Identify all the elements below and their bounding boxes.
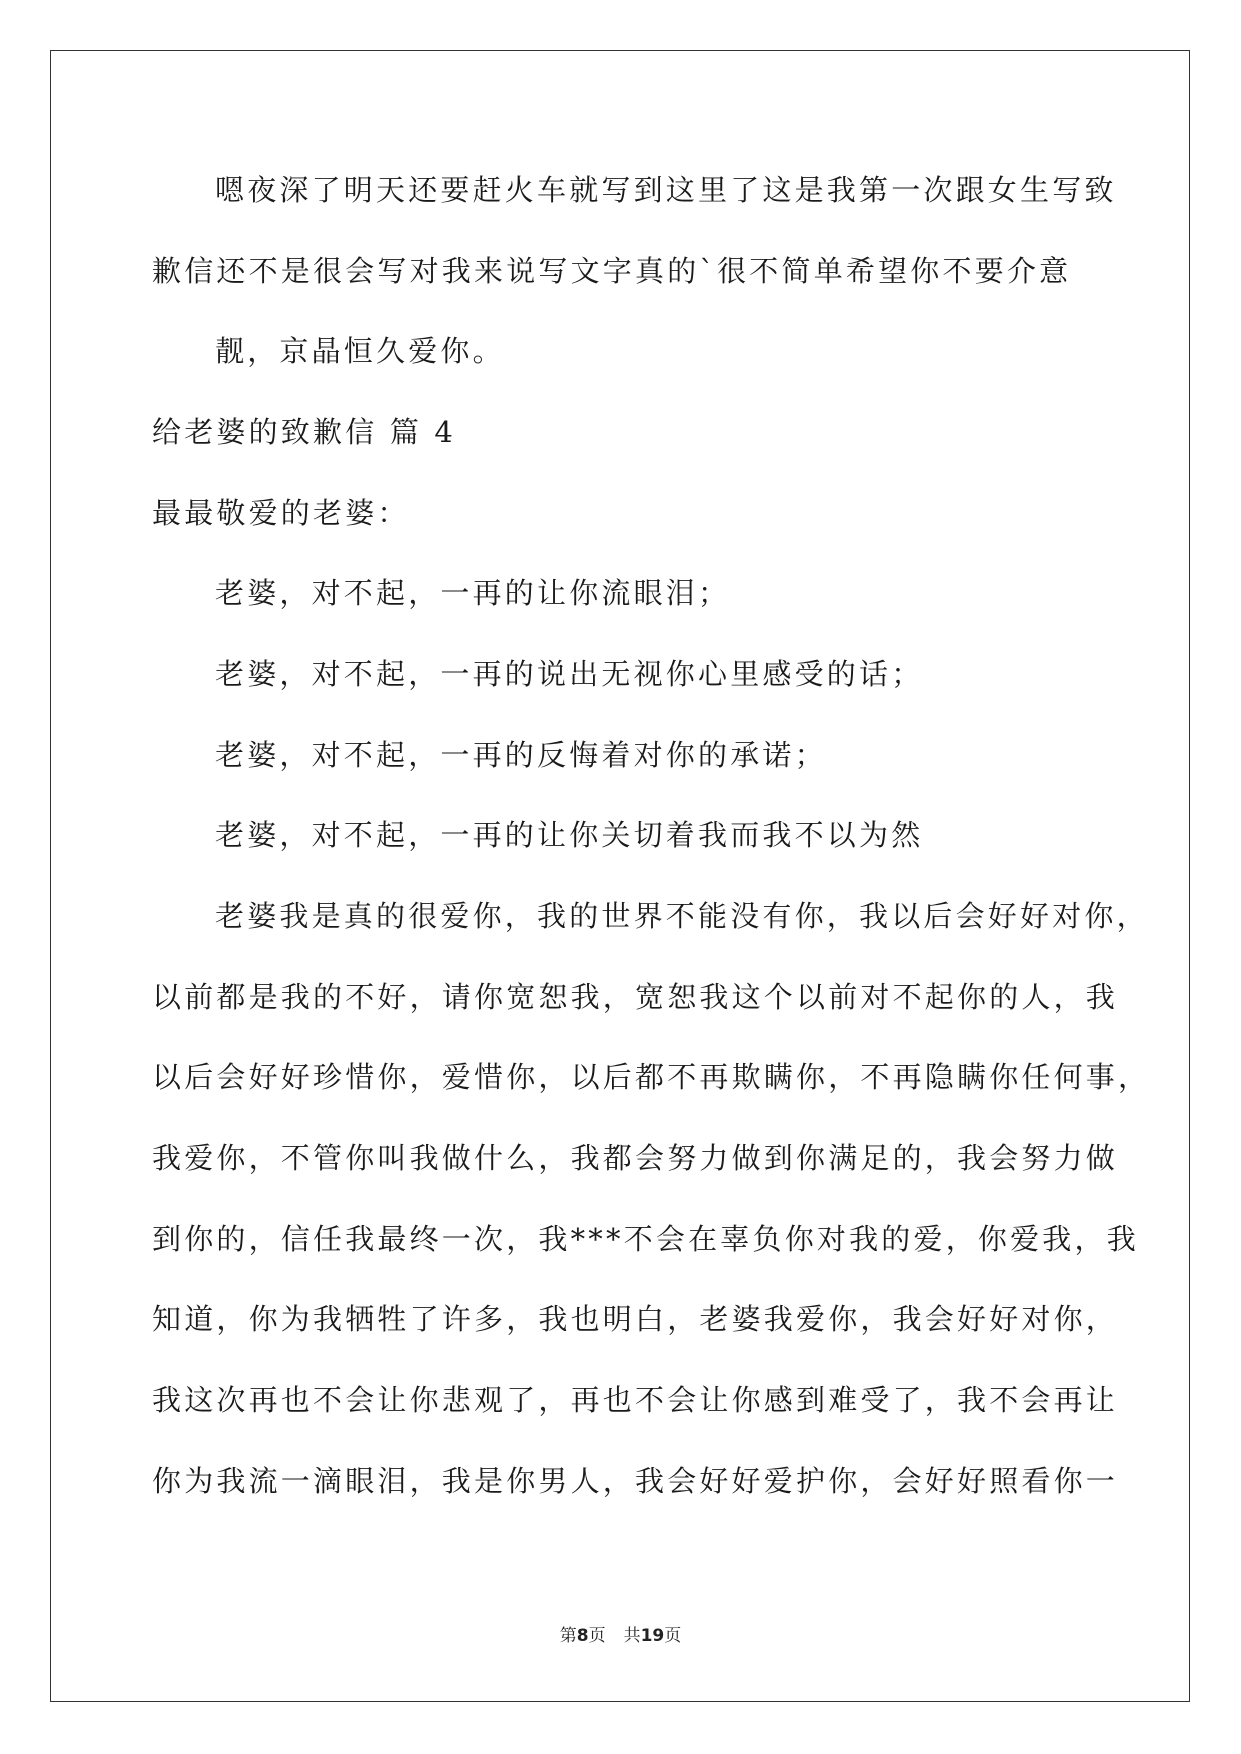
salutation: 最最敬爱的老婆：	[152, 496, 410, 530]
paragraph-line: 老婆我是真的很爱你，我的世界不能没有你，我以后会好好对你，	[215, 899, 1149, 933]
paragraph-line: 嗯夜深了明天还要赶火车就写到这里了这是我第一次跟女生写致	[215, 173, 1117, 207]
footer-total-prefix: 共	[623, 1626, 641, 1646]
footer-total-suffix: 页	[664, 1626, 682, 1646]
paragraph-line: 到你的，信任我最终一次，我***不会在辜负你对我的爱，你爱我，我	[152, 1222, 1139, 1256]
page-footer	[0, 1624, 1241, 1648]
paragraph-line: 以后会好好珍惜你，爱惜你，以后都不再欺瞒你，不再隐瞒你任何事，	[152, 1060, 1151, 1094]
footer-page-prefix: 第	[559, 1626, 577, 1646]
paragraph-line: 老婆，对不起，一再的说出无视你心里感受的话；	[215, 657, 924, 691]
footer-page-total: 19	[640, 1626, 665, 1646]
footer-page-mid: 页	[588, 1626, 606, 1646]
paragraph-line: 我爱你，不管你叫我做什么，我都会努力做到你满足的，我会努力做	[152, 1141, 1119, 1175]
page-border	[50, 50, 1190, 1702]
paragraph-line: 歉信还不是很会写对我来说写文字真的`很不简单希望你不要介意	[152, 254, 1072, 288]
paragraph-line: 靓，京晶恒久爱你。	[215, 334, 505, 368]
section-heading: 给老婆的致歉信 篇 4	[152, 415, 457, 449]
paragraph-line: 知道，你为我牺牲了许多，我也明白，老婆我爱你，我会好好对你，	[152, 1302, 1119, 1336]
paragraph-line: 你为我流一滴眼泪，我是你男人，我会好好爱护你，会好好照看你一	[152, 1464, 1119, 1498]
footer-page-current: 8	[576, 1626, 589, 1646]
paragraph-line: 老婆，对不起，一再的反悔着对你的承诺；	[215, 738, 827, 772]
paragraph-line: 老婆，对不起，一再的让你流眼泪；	[215, 576, 731, 610]
paragraph-line: 老婆，对不起，一再的让你关切着我而我不以为然	[215, 818, 924, 852]
paragraph-line: 我这次再也不会让你悲观了，再也不会让你感到难受了，我不会再让	[152, 1383, 1119, 1417]
paragraph-line: 以前都是我的不好，请你宽恕我，宽恕我这个以前对不起你的人，我	[152, 980, 1119, 1014]
